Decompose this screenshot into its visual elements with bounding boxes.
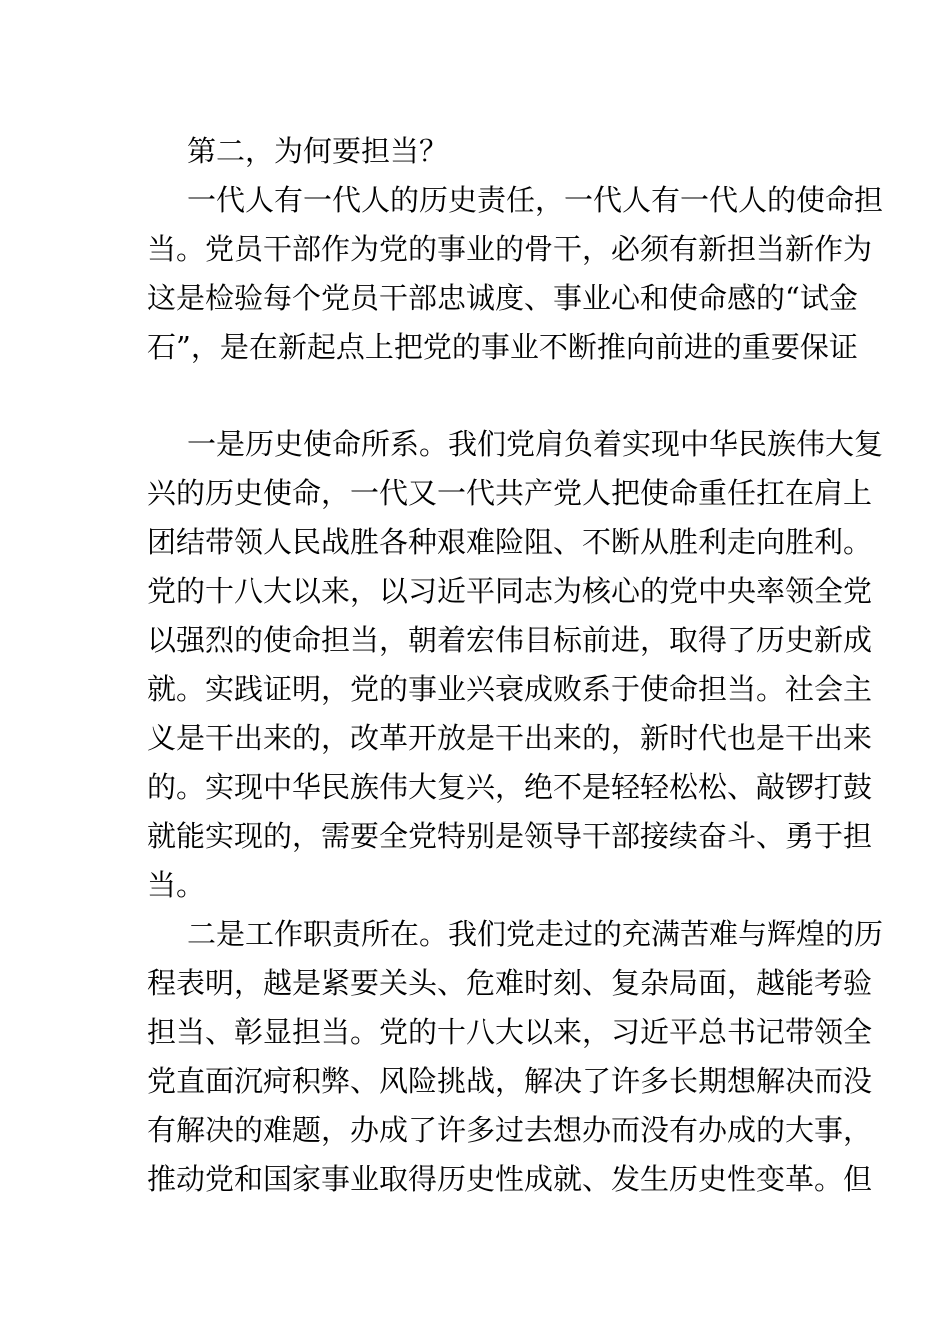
- text-line: 一代人有一代人的历史责任，一代人有一代人的使命担: [187, 183, 884, 217]
- text-line: 就能实现的，需要全党特别是领导干部接续奋斗、勇于担: [147, 819, 873, 853]
- text-line: 以强烈的使命担当，朝着宏伟目标前进，取得了历史新成: [147, 623, 873, 657]
- text-line: 有解决的难题，办成了许多过去想办而没有办成的大事，: [147, 1113, 873, 1147]
- text-line: 推动党和国家事业取得历史性成就、发生历史性变革。但: [147, 1162, 873, 1196]
- text-line: 程表明，越是紧要关头、危难时刻、复杂局面，越能考验: [147, 966, 873, 1000]
- text-line: 党直面沉疴积弊、风险挑战，解决了许多长期想解决而没: [147, 1064, 873, 1098]
- text-line: 担当、彰显担当。党的十八大以来，习近平总书记带领全: [147, 1015, 873, 1049]
- text-line: 二是工作职责所在。我们党走过的充满苦难与辉煌的历: [187, 917, 884, 951]
- text-line: 兴的历史使命，一代又一代共产党人把使命重任扛在肩上: [147, 476, 873, 510]
- text-line: 团结带领人民战胜各种艰难险阻、不断从胜利走向胜利。: [147, 525, 873, 559]
- text-line: 当。党员干部作为党的事业的骨干，必须有新担当新作为: [147, 232, 873, 266]
- section-heading: 第二，为何要担当？: [187, 134, 449, 168]
- text-line: 义是干出来的，改革开放是干出来的，新时代也是干出来: [147, 721, 873, 755]
- text-line: 一是历史使命所系。我们党肩负着实现中华民族伟大复: [187, 427, 884, 461]
- text-line: 的。实现中华民族伟大复兴，绝不是轻轻松松、敲锣打鼓: [147, 770, 873, 804]
- text-line: 当。: [147, 868, 206, 902]
- text-line: 党的十八大以来，以习近平同志为核心的党中央率领全党: [147, 574, 873, 608]
- text-line: 石”，是在新起点上把党的事业不断推向前进的重要保证: [147, 330, 858, 364]
- text-line: 这是检验每个党员干部忠诚度、事业心和使命感的“试金: [147, 281, 858, 315]
- text-line: 就。实践证明，党的事业兴衰成败系于使命担当。社会主: [147, 672, 873, 706]
